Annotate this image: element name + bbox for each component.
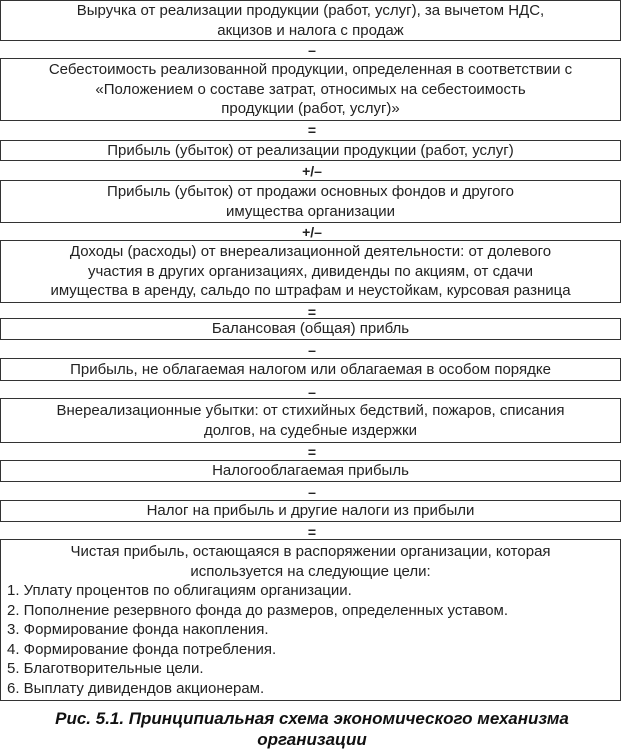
list-item: 3. Формирование фонда накопления. [7,621,269,638]
operator-sign: – [308,42,316,58]
operator-sign: = [307,444,317,460]
step-box [0,0,621,41]
caption-line: Рис. 5.1. Принципиальная схема экономического механизма [55,709,569,728]
step-text: долгов, на судебные издержки [203,421,418,439]
list-item: 4. Формирование фонда потребления. [7,640,277,658]
step-text: акцизов и налога с продаж [217,21,404,39]
net-profit-line: используется на следующие цели: [190,562,431,580]
step-text: Внереализационные убытки: от стихийных бедствий, пожаров, списания [56,402,565,419]
caption-line: организации [257,730,367,749]
step-text: «Положением о составе затрат, относимых на себестоимость [95,80,526,98]
operator-sign: = [307,122,317,138]
list-item: 5. Благотворительные цели. [7,660,204,677]
step-text: Прибыль (убыток) от продажи основных фондов и другого [107,183,514,200]
step-box [0,398,621,443]
step-box [0,240,621,303]
step-box [0,318,621,340]
step-text: имущества в аренду, сальдо по штрафам и неустойкам, курсовая разница [50,282,571,300]
step-box [0,500,621,522]
operator-sign: +/– [302,224,322,240]
list-item: 6. Выплату дивидендов акционерам. [7,679,265,697]
net-profit-uses-list [1,581,620,698]
operator-sign: – [308,484,316,500]
step-text: Себестоимость реализованной продукции, определенная в соответствии с [48,61,573,79]
step-box [0,140,621,161]
step-box [0,58,621,121]
step-box [0,180,621,223]
step-box [0,358,621,381]
step-text: участия в других организациях, дивиденды по акциям, от сдачи [87,262,534,280]
step-text: продукции (работ, услуг)» [221,100,400,118]
net-profit-line: Чистая прибыль, остающаяся в распоряжении организации, которая [70,543,551,560]
step-text: Прибыль (убыток) от реализации продукции (работ, услуг) [107,141,514,159]
list-item: 2. Пополнение резервного фонда до размеров, определенных уставом. [7,601,509,619]
net-profit-box [0,539,621,701]
step-text: Доходы (расходы) от внереализационной деятельности: от долевого [69,243,552,261]
step-text: Прибыль, не облагаемая налогом или облагаемая в особом порядке [70,360,551,378]
list-item: 1. Уплату процентов по облигациям организации. [7,582,352,599]
operator-sign: – [308,384,316,400]
step-text: Выручка от реализации продукции (работ, услуг), за вычетом НДС, [76,2,545,19]
operator-sign: +/– [302,163,322,179]
figure-caption [0,708,624,750]
step-text: имущества организации [226,202,395,220]
operator-sign: – [308,342,316,358]
step-box [0,460,621,482]
step-text: Балансовая (общая) прибль [211,320,410,338]
operator-sign: = [307,524,317,540]
step-text: Налогооблагаемая прибыль [212,462,409,480]
operator-sign: = [307,304,317,320]
step-text: Налог на прибыль и другие налоги из прибыли [146,502,475,520]
